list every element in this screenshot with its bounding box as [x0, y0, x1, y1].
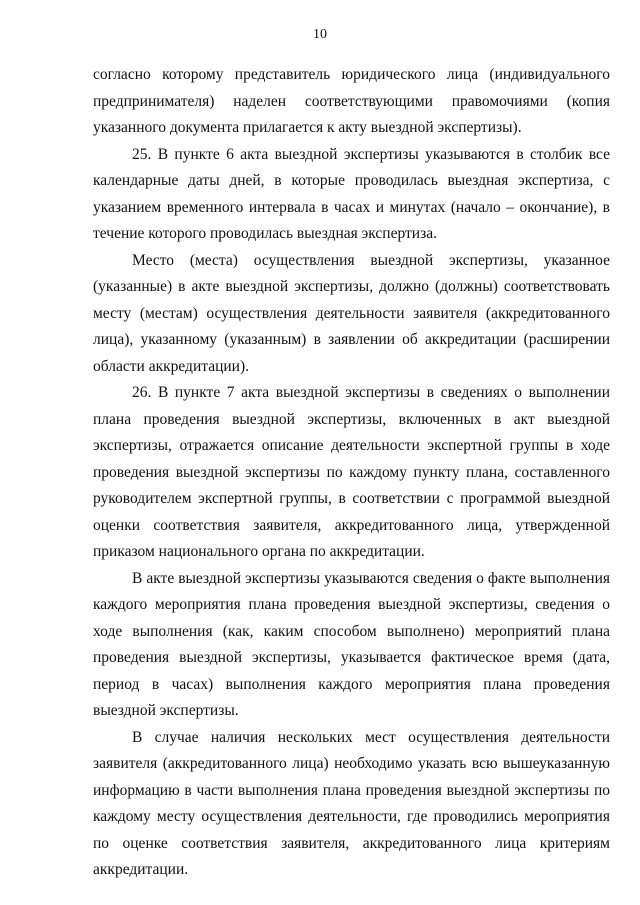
paragraph-place-of-expertise: Место (места) осуществления выездной экспертизы, указанное (указанные) в акте выездной экспертизы, должно (должны) соответствовать месту (местам) осуществления деятельности заявителя (аккредитованного лица), указанному (указанным) в заявлении об аккредитации (расширении области аккредитации).: [93, 251, 610, 375]
page-number: 10: [313, 27, 327, 42]
paragraph-item-26: 26. В пункте 7 акта выездной экспертизы в сведениях о выполнении плана проведения выездной экспертизы, включенных в акт выездной экспертизы, отражается описание деятельности экспертной группы в ходе проведения выездной экспертизы по каждому пункту плана, составленного руководителем экспертной группы, в соответствии с программой выездной оценки соответствия заявителя, аккредитованного лица, утвержденной приказом национального органа по аккредитации.: [93, 384, 610, 560]
paragraph-execution-facts: В акте выездной экспертизы указываются сведения о факте выполнения каждого мероприятия плана проведения выездной экспертизы, сведения о ходе выполнения (как, каким способом выполнено) мероприятий плана проведения выездной экспертизы, указывается фактическое время (дата, период в часах) выполнения каждого мероприятия плана проведения выездной экспертизы.: [93, 569, 610, 719]
paragraph-continuation: согласно которому представитель юридического лица (индивидуального предпринимателя) наделен соответствующими правомочиями (копия указанного документа прилагается к акту выездной экспертизы).: [93, 66, 610, 136]
paragraph-multiple-places: В случае наличия нескольких мест осуществления деятельности заявителя (аккредитованного лица) необходимо указать всю вышеуказанную информацию в части выполнения плана проведения выездной экспертизы по каждому месту осуществления деятельности, где проводились мероприятия по оценке соответствия заявителя, аккредитованного лица критериям аккредитации.: [93, 728, 610, 878]
paragraph-item-25: 25. В пункте 6 акта выездной экспертизы указываются в столбик все календарные даты дней, в которые проводилась выездная экспертиза, с указанием временного интервала в часах и минутах (начало – окончание), в течение которого проводилась выездная экспертиза.: [93, 145, 610, 242]
document-body: [93, 62, 610, 884]
